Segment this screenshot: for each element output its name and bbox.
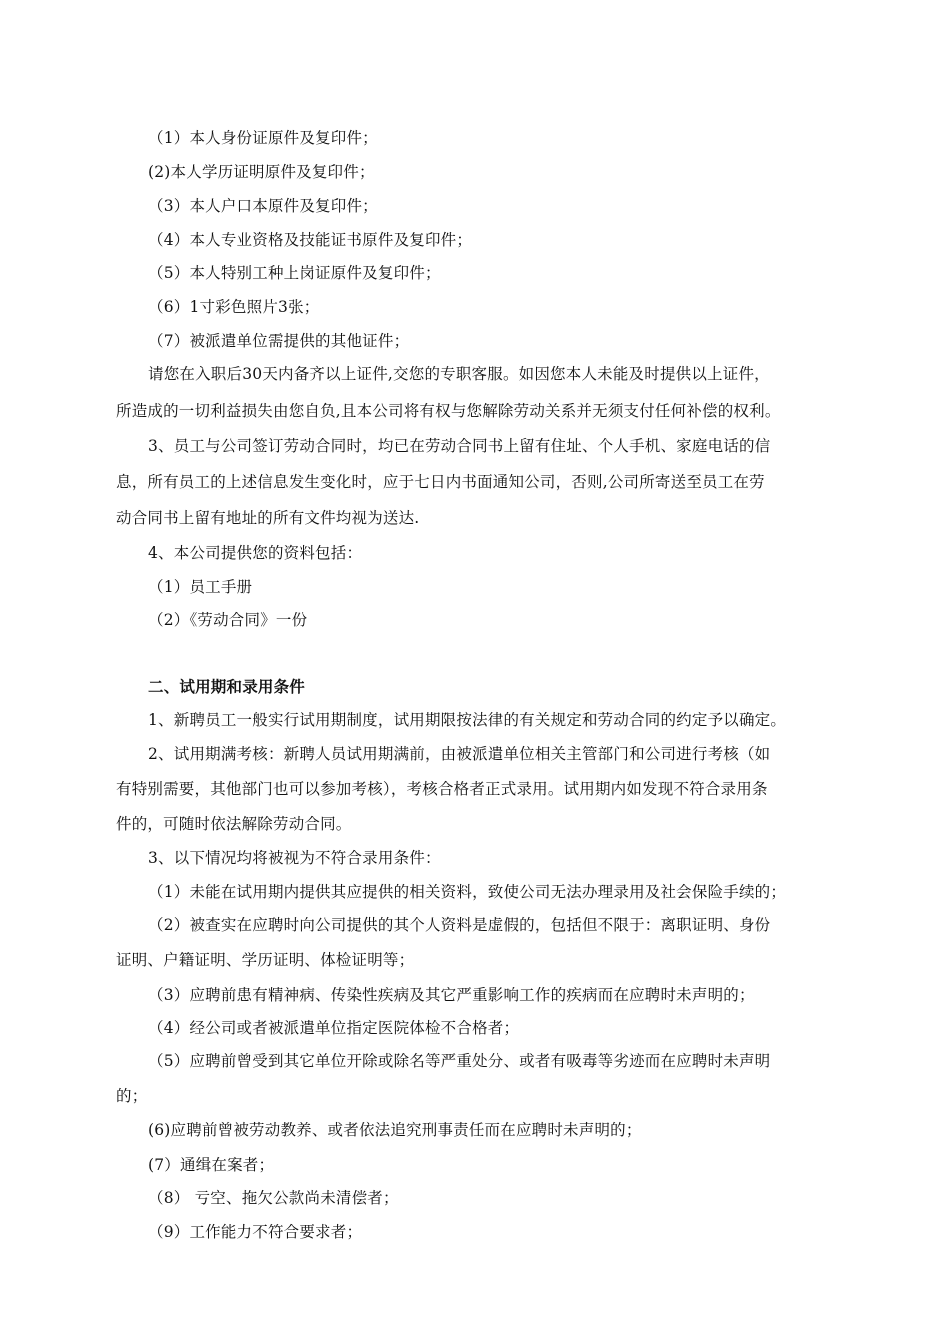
condition-5-line-1: （5）应聘前曾受到其它单位开除或除名等严重处分、或者有吸毒等劣迹而在应聘时未声明: [148, 1052, 771, 1070]
section2-p1: 1、新聘员工一般实行试用期制度，试用期限按法律的有关规定和劳动合同的约定予以确定。: [148, 711, 787, 729]
item3-line-1: 3、员工与公司签订劳动合同时，均已在劳动合同书上留有住址、个人手机、家庭电话的信: [148, 437, 771, 455]
section2-p2-line-2: 有特别需要，其他部门也可以参加考核），考核合格者正式录用。试用期内如发现不符合录用条: [116, 780, 768, 798]
item4-line-1: 4、本公司提供您的资料包括：: [148, 544, 363, 562]
section2-p2-line-1: 2、试用期满考核：新聘人员试用期满前，由被派遣单位相关主管部门和公司进行考核（如: [148, 745, 771, 763]
doc-item-7: （7）被派遣单位需提供的其他证件；: [148, 332, 410, 350]
doc-item-3: （3）本人户口本原件及复印件；: [148, 197, 378, 215]
notice-line-2: 所造成的一切利益损失由您自负,且本公司将有权与您解除劳动关系并无须支付任何补偿的权利。: [116, 402, 781, 420]
item3-line-2: 息，所有员工的上述信息发生变化时，应于七日内书面通知公司，否则,公司所寄送至员工在劳: [116, 473, 765, 491]
condition-7: (7）通缉在案者；: [148, 1156, 275, 1174]
item3-line-3: 动合同书上留有地址的所有文件均视为送达.: [116, 509, 420, 527]
doc-item-1: （1）本人身份证原件及复印件；: [148, 129, 378, 147]
doc-item-5: （5）本人特别工种上岗证原件及复印件；: [148, 264, 441, 282]
doc-item-6: （6）1寸彩色照片3张；: [148, 298, 320, 316]
condition-3: （3）应聘前患有精神病、传染性疾病及其它严重影响工作的疾病而在应聘时未声明的；: [148, 986, 755, 1004]
notice-line-1: 请您在入职后30天内备齐以上证件,交您的专职客服。如因您本人未能及时提供以上证件，: [148, 365, 770, 383]
section2-heading: 二、试用期和录用条件: [148, 678, 306, 696]
condition-8: （8） 亏空、拖欠公款尚未清偿者；: [148, 1189, 399, 1207]
condition-5-line-2: 的；: [116, 1087, 148, 1105]
condition-2-line-2: 证明、户籍证明、学历证明、体检证明等；: [116, 951, 415, 969]
item4-line-2: （1）员工手册: [148, 578, 253, 596]
section2-p2-line-3: 件的，可随时依法解除劳动合同。: [116, 815, 352, 833]
condition-1: （1）未能在试用期内提供其应提供的相关资料，致使公司无法办理录用及社会保险手续的；: [148, 883, 787, 901]
condition-2-line-1: （2）被查实在应聘时向公司提供的其个人资料是虚假的，包括但不限于：离职证明、身份: [148, 916, 771, 934]
condition-4: （4）经公司或者被派遣单位指定医院体检不合格者；: [148, 1019, 520, 1037]
doc-item-4: （4）本人专业资格及技能证书原件及复印件；: [148, 231, 473, 249]
condition-9: （9）工作能力不符合要求者；: [148, 1223, 363, 1241]
section2-p3: 3、以下情况均将被视为不符合录用条件：: [148, 849, 441, 867]
doc-item-2: (2)本人学历证明原件及复印件；: [148, 163, 375, 181]
item4-line-3: （2）《劳动合同》一份: [148, 611, 308, 629]
condition-6: (6)应聘前曾被劳动教养、或者依法追究刑事责任而在应聘时未声明的；: [148, 1121, 642, 1139]
